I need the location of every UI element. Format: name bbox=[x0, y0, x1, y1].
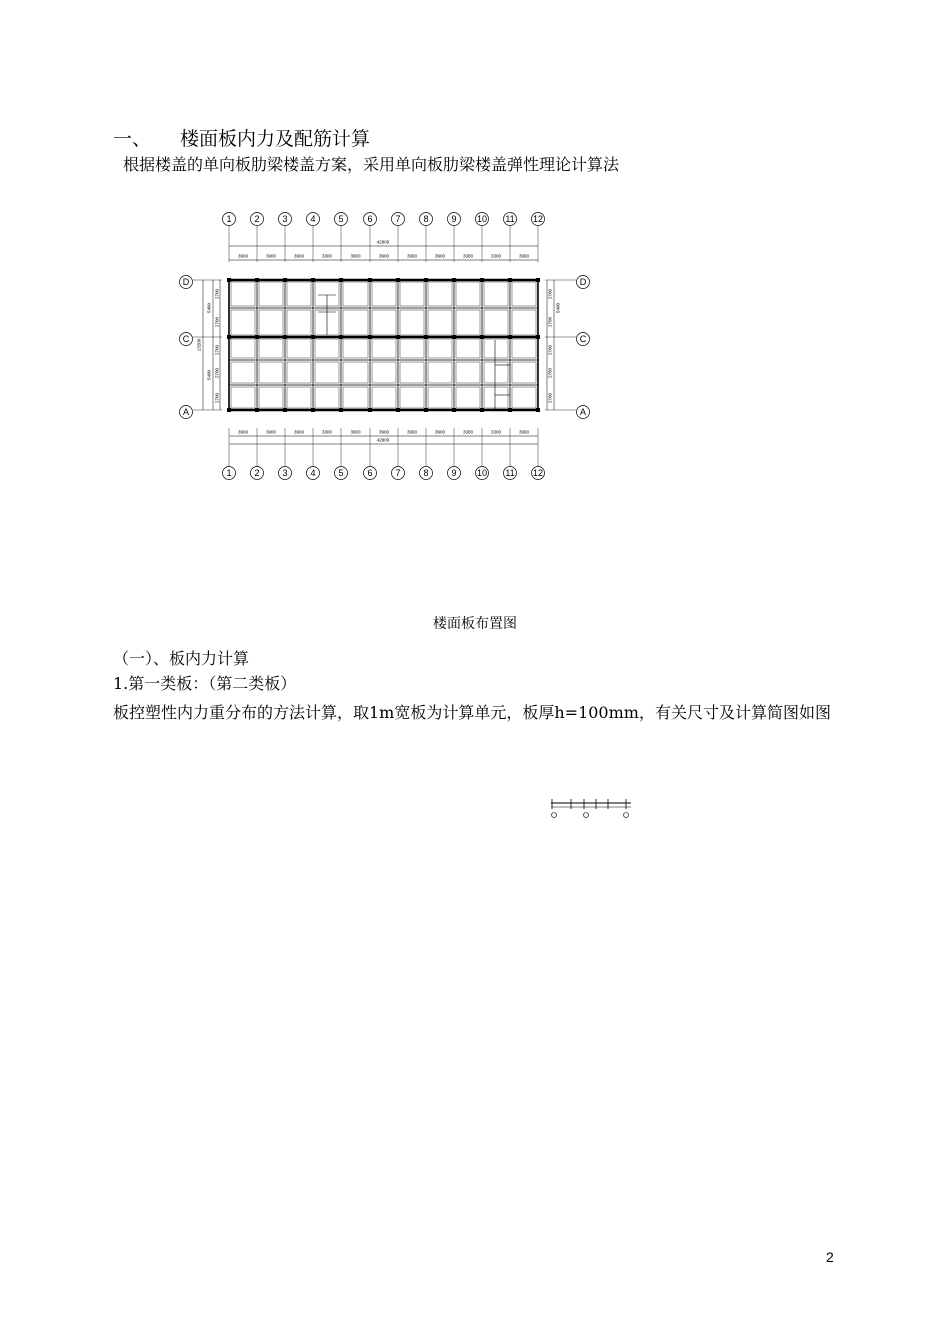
span-dim-top: 3900 bbox=[293, 253, 305, 259]
span-dim-top: 3900 bbox=[265, 253, 277, 259]
item-heading: 1.第一类板：（第二类板） bbox=[113, 674, 297, 693]
dim-left-total: 13200 bbox=[196, 338, 202, 352]
axis-bubble-top-8: 8 bbox=[423, 214, 429, 224]
axis-bubble-top-3: 3 bbox=[282, 214, 288, 224]
row-axis-right-D: D bbox=[579, 277, 587, 287]
span-dim-top: 3900 bbox=[350, 253, 361, 259]
span-dim-bottom: 3300 bbox=[321, 429, 333, 435]
dim-right-bay: 2700 bbox=[547, 392, 553, 404]
row-axis-left-D: D bbox=[182, 277, 190, 287]
span-dim-top: 3900 bbox=[518, 253, 530, 259]
span-dim-top: 3300 bbox=[321, 253, 333, 259]
axis-bubble-top-6: 6 bbox=[367, 214, 373, 224]
span-dim-bottom: 3300 bbox=[490, 429, 502, 435]
span-dim-top: 3900 bbox=[434, 253, 446, 259]
dim-right-bay: 2700 bbox=[547, 316, 553, 328]
body-paragraph: 板控塑性内力重分布的方法计算，取1m宽板为计算单元，板厚h=100mm，有关尺寸及计算简图如图 bbox=[113, 703, 831, 722]
axis-bubble-bottom-4: 4 bbox=[310, 468, 316, 478]
calc-sketch bbox=[546, 796, 638, 822]
span-dim-bottom: 3900 bbox=[265, 429, 277, 435]
dim-total-top: 42900 bbox=[376, 239, 390, 245]
dim-left-bay: 2700 bbox=[214, 316, 220, 328]
dim-left-bay: 2700 bbox=[214, 392, 220, 404]
dim-right-sub: 5400 bbox=[555, 302, 561, 314]
span-dim-bottom: 3300 bbox=[462, 429, 474, 435]
dim-left-sub: 5400 bbox=[206, 302, 212, 314]
dim-total-bottom: 42900 bbox=[376, 437, 390, 443]
axis-bubble-bottom-11: 11 bbox=[505, 468, 515, 478]
span-dim-top: 3300 bbox=[462, 253, 474, 259]
row-axis-right-A: A bbox=[579, 407, 587, 417]
section-number: 一、 bbox=[113, 128, 152, 150]
dim-right-bay: 2700 bbox=[547, 288, 553, 300]
dim-left-bay: 2700 bbox=[214, 367, 220, 379]
section-title: 楼面板内力及配筋计算 bbox=[180, 128, 371, 150]
axis-bubble-top-7: 7 bbox=[395, 214, 401, 224]
axis-bubble-top-11: 11 bbox=[505, 214, 515, 224]
row-axis-left-A: A bbox=[182, 407, 190, 417]
row-axis-right-C: C bbox=[579, 334, 587, 344]
axis-bubble-bottom-5: 5 bbox=[338, 468, 344, 478]
figure-caption: 楼面板布置图 bbox=[433, 616, 517, 632]
axis-bubble-bottom-3: 3 bbox=[282, 468, 288, 478]
span-dim-top: 3900 bbox=[237, 253, 249, 259]
axis-bubble-bottom-10: 10 bbox=[476, 468, 488, 478]
dim-left-sub: 5400 bbox=[206, 369, 212, 381]
axis-bubble-bottom-7: 7 bbox=[395, 468, 401, 478]
section-heading bbox=[113, 124, 370, 151]
row-axis-left-C: C bbox=[182, 334, 190, 344]
axis-bubble-top-9: 9 bbox=[451, 214, 457, 224]
axis-bubble-top-12: 12 bbox=[532, 214, 544, 224]
span-dim-bottom: 3900 bbox=[237, 429, 249, 435]
span-dim-bottom: 3900 bbox=[293, 429, 305, 435]
span-dim-top: 3900 bbox=[378, 253, 390, 259]
axis-bubble-top-10: 10 bbox=[476, 214, 488, 224]
dim-right-bay: 2700 bbox=[547, 344, 553, 356]
dim-right-bay: 2700 bbox=[547, 367, 553, 379]
axis-bubble-bottom-1: 1 bbox=[226, 468, 232, 478]
axis-bubble-bottom-6: 6 bbox=[367, 468, 373, 478]
span-dim-bottom: 3900 bbox=[434, 429, 446, 435]
dim-left-bay: 2700 bbox=[214, 288, 220, 300]
dim-left-bay: 2700 bbox=[214, 344, 220, 356]
span-dim-bottom: 3900 bbox=[406, 429, 418, 435]
span-dim-top: 3900 bbox=[406, 253, 418, 259]
axis-bubble-bottom-12: 12 bbox=[532, 468, 544, 478]
axis-bubble-top-1: 1 bbox=[226, 214, 232, 224]
span-dim-bottom: 3900 bbox=[350, 429, 361, 435]
axis-bubble-top-4: 4 bbox=[310, 214, 316, 224]
span-dim-bottom: 3900 bbox=[518, 429, 530, 435]
span-dim-bottom: 3900 bbox=[378, 429, 390, 435]
axis-bubble-top-2: 2 bbox=[254, 214, 260, 224]
floor-plan-drawing bbox=[170, 200, 610, 490]
axis-bubble-bottom-8: 8 bbox=[423, 468, 429, 478]
page-number: 2 bbox=[826, 1249, 834, 1265]
axis-bubble-bottom-2: 2 bbox=[254, 468, 260, 478]
span-dim-top: 3300 bbox=[490, 253, 502, 259]
axis-bubble-top-5: 5 bbox=[338, 214, 344, 224]
subsection-title: （一）、板内力计算 bbox=[113, 649, 250, 668]
intro-text: 根据楼盖的单向板肋梁楼盖方案，采用单向板肋梁楼盖弹性理论计算法 bbox=[123, 155, 620, 174]
axis-bubble-bottom-9: 9 bbox=[451, 468, 457, 478]
